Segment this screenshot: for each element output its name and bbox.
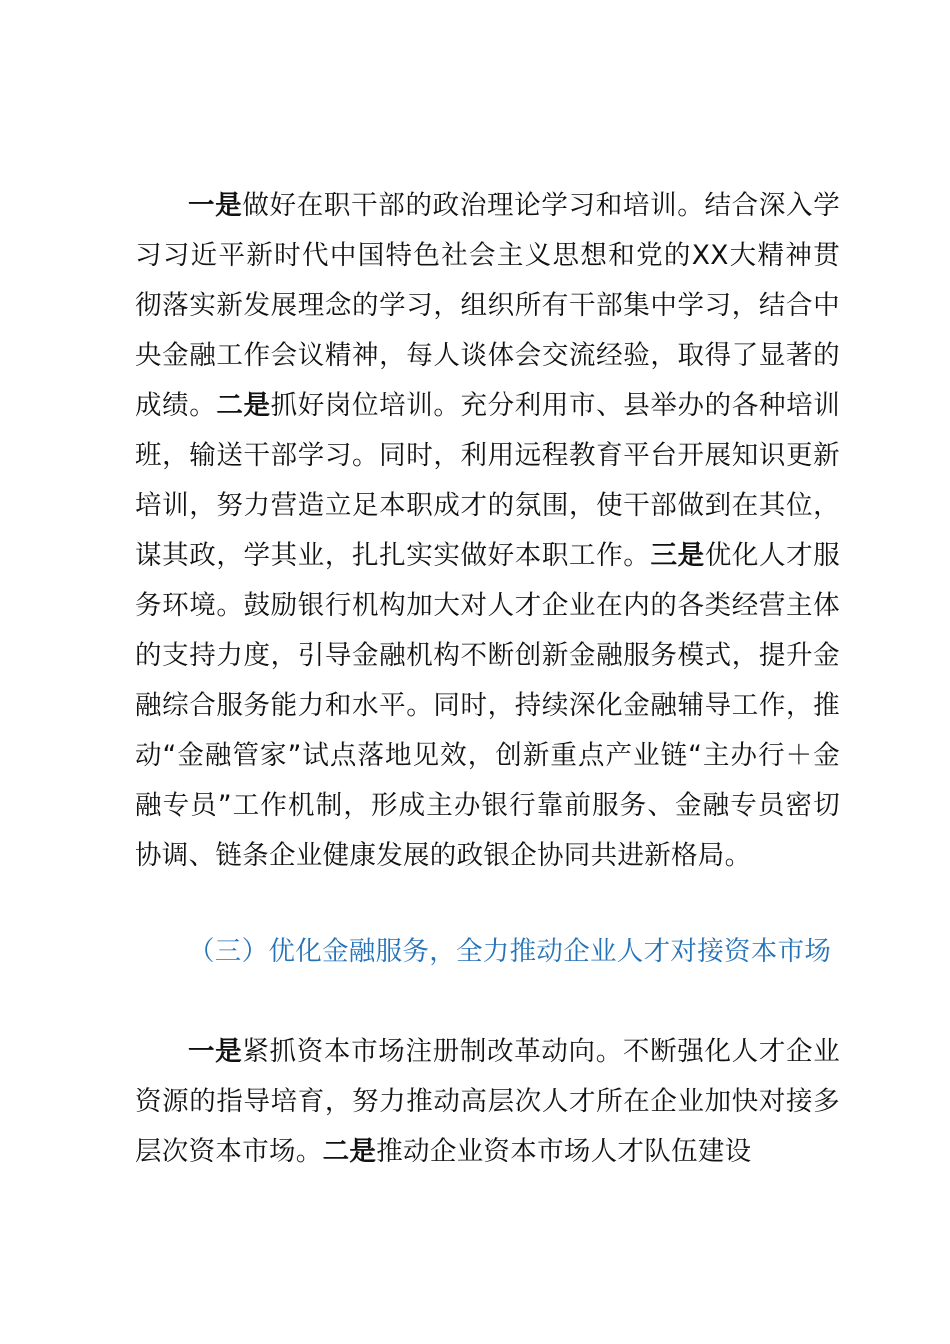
paragraph-text-4: 紧抓资本市场注册制改革动向。不断强化人才企业资源的指导培育，努力推动高层次人才所在企业加快对接多层次资本市场。 xyxy=(135,1036,840,1167)
paragraph-text-2: 抓好岗位培训。充分利用市、县举办的各种培训班，输送干部学习。同时，利用远程教育平台开展知识更新培训，努力营造立足本职成才的氛围，使干部做到在其位，谋其政，学其业，扎扎实实做好本职工作。 xyxy=(135,390,840,571)
paragraph-text-3: 优化人才服务环境。鼓励银行机构加大对人才企业在内的各类经营主体的支持力度，引导金融机构不断创新金融服务模式，提升金融综合服务能力和水平。同时，持续深化金融辅导工作，推动“金融管家”试点落地见效，创新重点产业链“主办行＋金融专员”工作机制，形成主办银行靠前服务、金融专员密切协调、链条企业健康发展的政银企协同共进新格局。 xyxy=(135,540,841,871)
paragraph-text-1: 做好在职干部的政治理论学习和培训。结合深入学习习近平新时代中国特色社会主义思想和党的XX大精神贯彻落实新发展理念的学习，组织所有干部集中学习，结合中央金融工作会议精神，每人谈体会交流经验，取得了显著的成绩。 xyxy=(135,190,840,421)
lead-phrase-3: 三是 xyxy=(650,540,705,571)
lead-phrase-2: 二是 xyxy=(216,390,271,421)
lead-phrase-1: 一是 xyxy=(188,190,243,221)
paragraph-training xyxy=(135,181,840,881)
section-heading: （三）优化金融服务，全力推动企业人才对接资本市场 xyxy=(188,936,832,967)
lead-phrase-4: 一是 xyxy=(188,1036,243,1067)
paragraph-text-5: 推动企业资本市场人才队伍建设 xyxy=(376,1136,752,1167)
paragraph-capital-market xyxy=(135,1027,840,1177)
lead-phrase-5: 二是 xyxy=(322,1136,377,1167)
